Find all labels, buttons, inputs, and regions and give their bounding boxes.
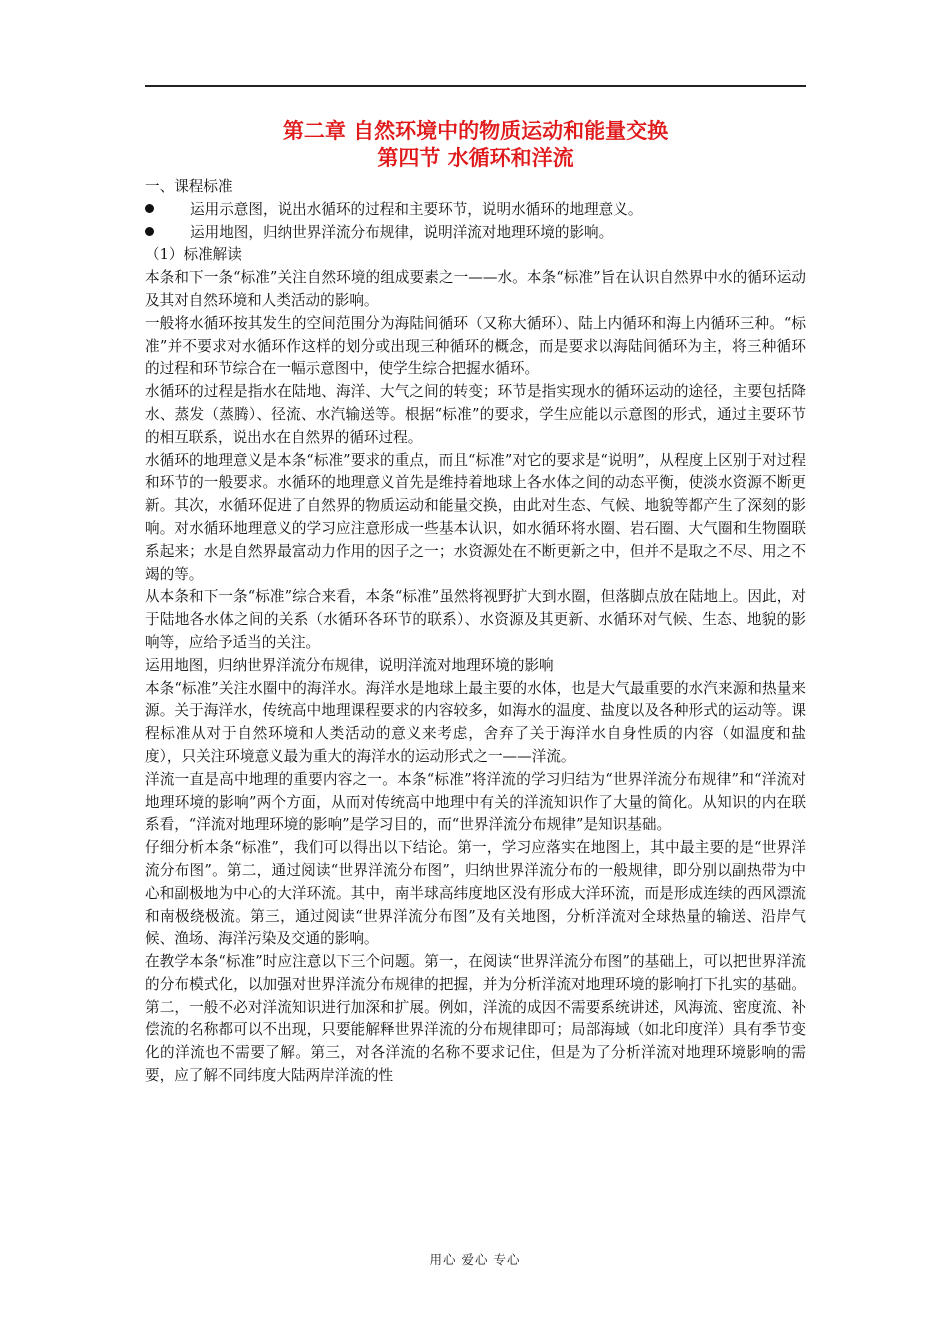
heading-curriculum-standard: 一、课程标准 [145,178,233,195]
section-title: 第四节 水循环和洋流 [377,146,574,170]
paragraph: 水循环的过程是指水在陆地、海洋、大气之间的转变；环节是指实现水的循环运动的途径，主要包括降水、蒸发（蒸腾）、径流、水汽输送等。根据“标准”的要求，学生应能以示意图的形式，通过主要环节的相互联系，说出水在自然界的循环过程。 [145,383,806,446]
title-block [145,118,806,172]
bullet-text: 运用地图，归纳世界洋流分布规律，说明洋流对地理环境的影响。 [190,223,614,241]
page-footer: 用心 爱心 专心 [429,1252,521,1267]
paragraph: 从本条和下一条“标准”综合来看，本条“标准”虽然将视野扩大到水圈，但落脚点放在陆地上。因此，对于陆地各水体之间的关系（水循环各环节的联系）、水资源及其更新、水循环对气候、生态、地貌的影响等，应给予适当的关注。 [145,588,806,651]
bullet-dot-icon [145,227,154,236]
paragraph: 水循环的地理意义是本条“标准”要求的重点，而且“标准”对它的要求是“说明”，从程度上区别于对过程和环节的一般要求。水循环的地理意义首先是维持着地球上各水体之间的动态平衡，使淡水资源不断更新。其次，水循环促进了自然界的物质运动和能量交换，由此对生态、气候、地貌等都产生了深刻的影响。对水循环地理意义的学习应注意形成一些基本认识，如水循环将水圈、岩石圈、大气圈和生物圈联系起来；水是自然界最富动力作用的因子之一；水资源处在不断更新之中，但并不是取之不尽、用之不竭的等。 [145,451,806,583]
paragraph: 在教学本条“标准”时应注意以下三个问题。第一，在阅读“世界洋流分布图”的基础上，可以把世界洋流的分布模式化，以加强对世界洋流分布规律的把握，并为分析洋流对地理环境的影响打下扎实的基础。第二，一般不必对洋流知识进行加深和扩展。例如，洋流的成因不需要系统讲述，风海流、密度流、补偿流的名称都可以不出现，只要能解释世界洋流的分布规律即可；局部海域（如北印度洋）具有季节变化的洋流也不需要了解。第三，对各洋流的名称不要求记住，但是为了分析洋流对地理环境影响的需要，应了解不同纬度大陆两岸洋流的性 [145,953,806,1085]
header-rule [145,85,806,87]
paragraph: 本条和下一条“标准”关注自然环境的组成要素之一——水。本条“标准”旨在认识自然界中水的循环运动及其对自然环境和人类活动的影响。 [145,269,806,309]
bullet-item [145,222,806,245]
paragraph: 本条“标准”关注水圈中的海洋水。海洋水是地球上最主要的水体，也是大气最重要的水汽来源和热量来源。关于海洋水，传统高中地理课程要求的内容较多，如海水的温度、盐度以及各种形式的运动等。课程标准从对于自然环境和人类活动的意义来考虑，舍弃了关于海洋水自身性质的内容（如温度和盐度），只关注环境意义最为重大的海洋水的运动形式之一——洋流。 [145,679,806,765]
document-body [145,176,806,1088]
bullet-text: 运用示意图，说出水循环的过程和主要环节，说明水循环的地理意义。 [190,200,643,218]
paragraph: 一般将水循环按其发生的空间范围分为海陆间循环（又称大循环）、陆上内循环和海上内循环三种。“标准”并不要求对水循环作这样的划分或出现三种循环的概念，而是要求以海陆间循环为主，将三种循环的过程和环节综合在一幅示意图中，使学生综合把握水循环。 [145,314,806,378]
paragraph: 仔细分析本条“标准”，我们可以得出以下结论。第一，学习应落实在地图上，其中最主要的是“世界洋流分布图”。第二，通过阅读“世界洋流分布图”，归纳世界洋流分布的一般规律，即分别以副热带为中心和副极地为中心的大洋环流。其中，南半球高纬度地区没有形成大洋环流，而是形成连续的西风漂流和南极绕极流。第三，通过阅读“世界洋流分布图”及有关地图，分析洋流对全球热量的输送、沿岸气候、渔场、海洋污染及交通的影响。 [145,839,806,948]
paragraph: 洋流一直是高中地理的重要内容之一。本条“标准”将洋流的学习归结为“世界洋流分布规律”和“洋流对地理环境的影响”两个方面，从而对传统高中地理中有关的洋流知识作了大量的简化。从知识的内在联系看，“洋流对地理环境的影响”是学习目的，而“世界洋流分布规律”是知识基础。 [145,770,806,834]
bullet-dot-icon [145,204,154,213]
paragraph: 运用地图，归纳世界洋流分布规律，说明洋流对地理环境的影响 [145,656,554,674]
heading-standard-interpretation: （1）标准解读 [145,246,242,264]
bullet-item [145,199,806,222]
chapter-title: 第二章 自然环境中的物质运动和能量交换 [282,119,669,143]
